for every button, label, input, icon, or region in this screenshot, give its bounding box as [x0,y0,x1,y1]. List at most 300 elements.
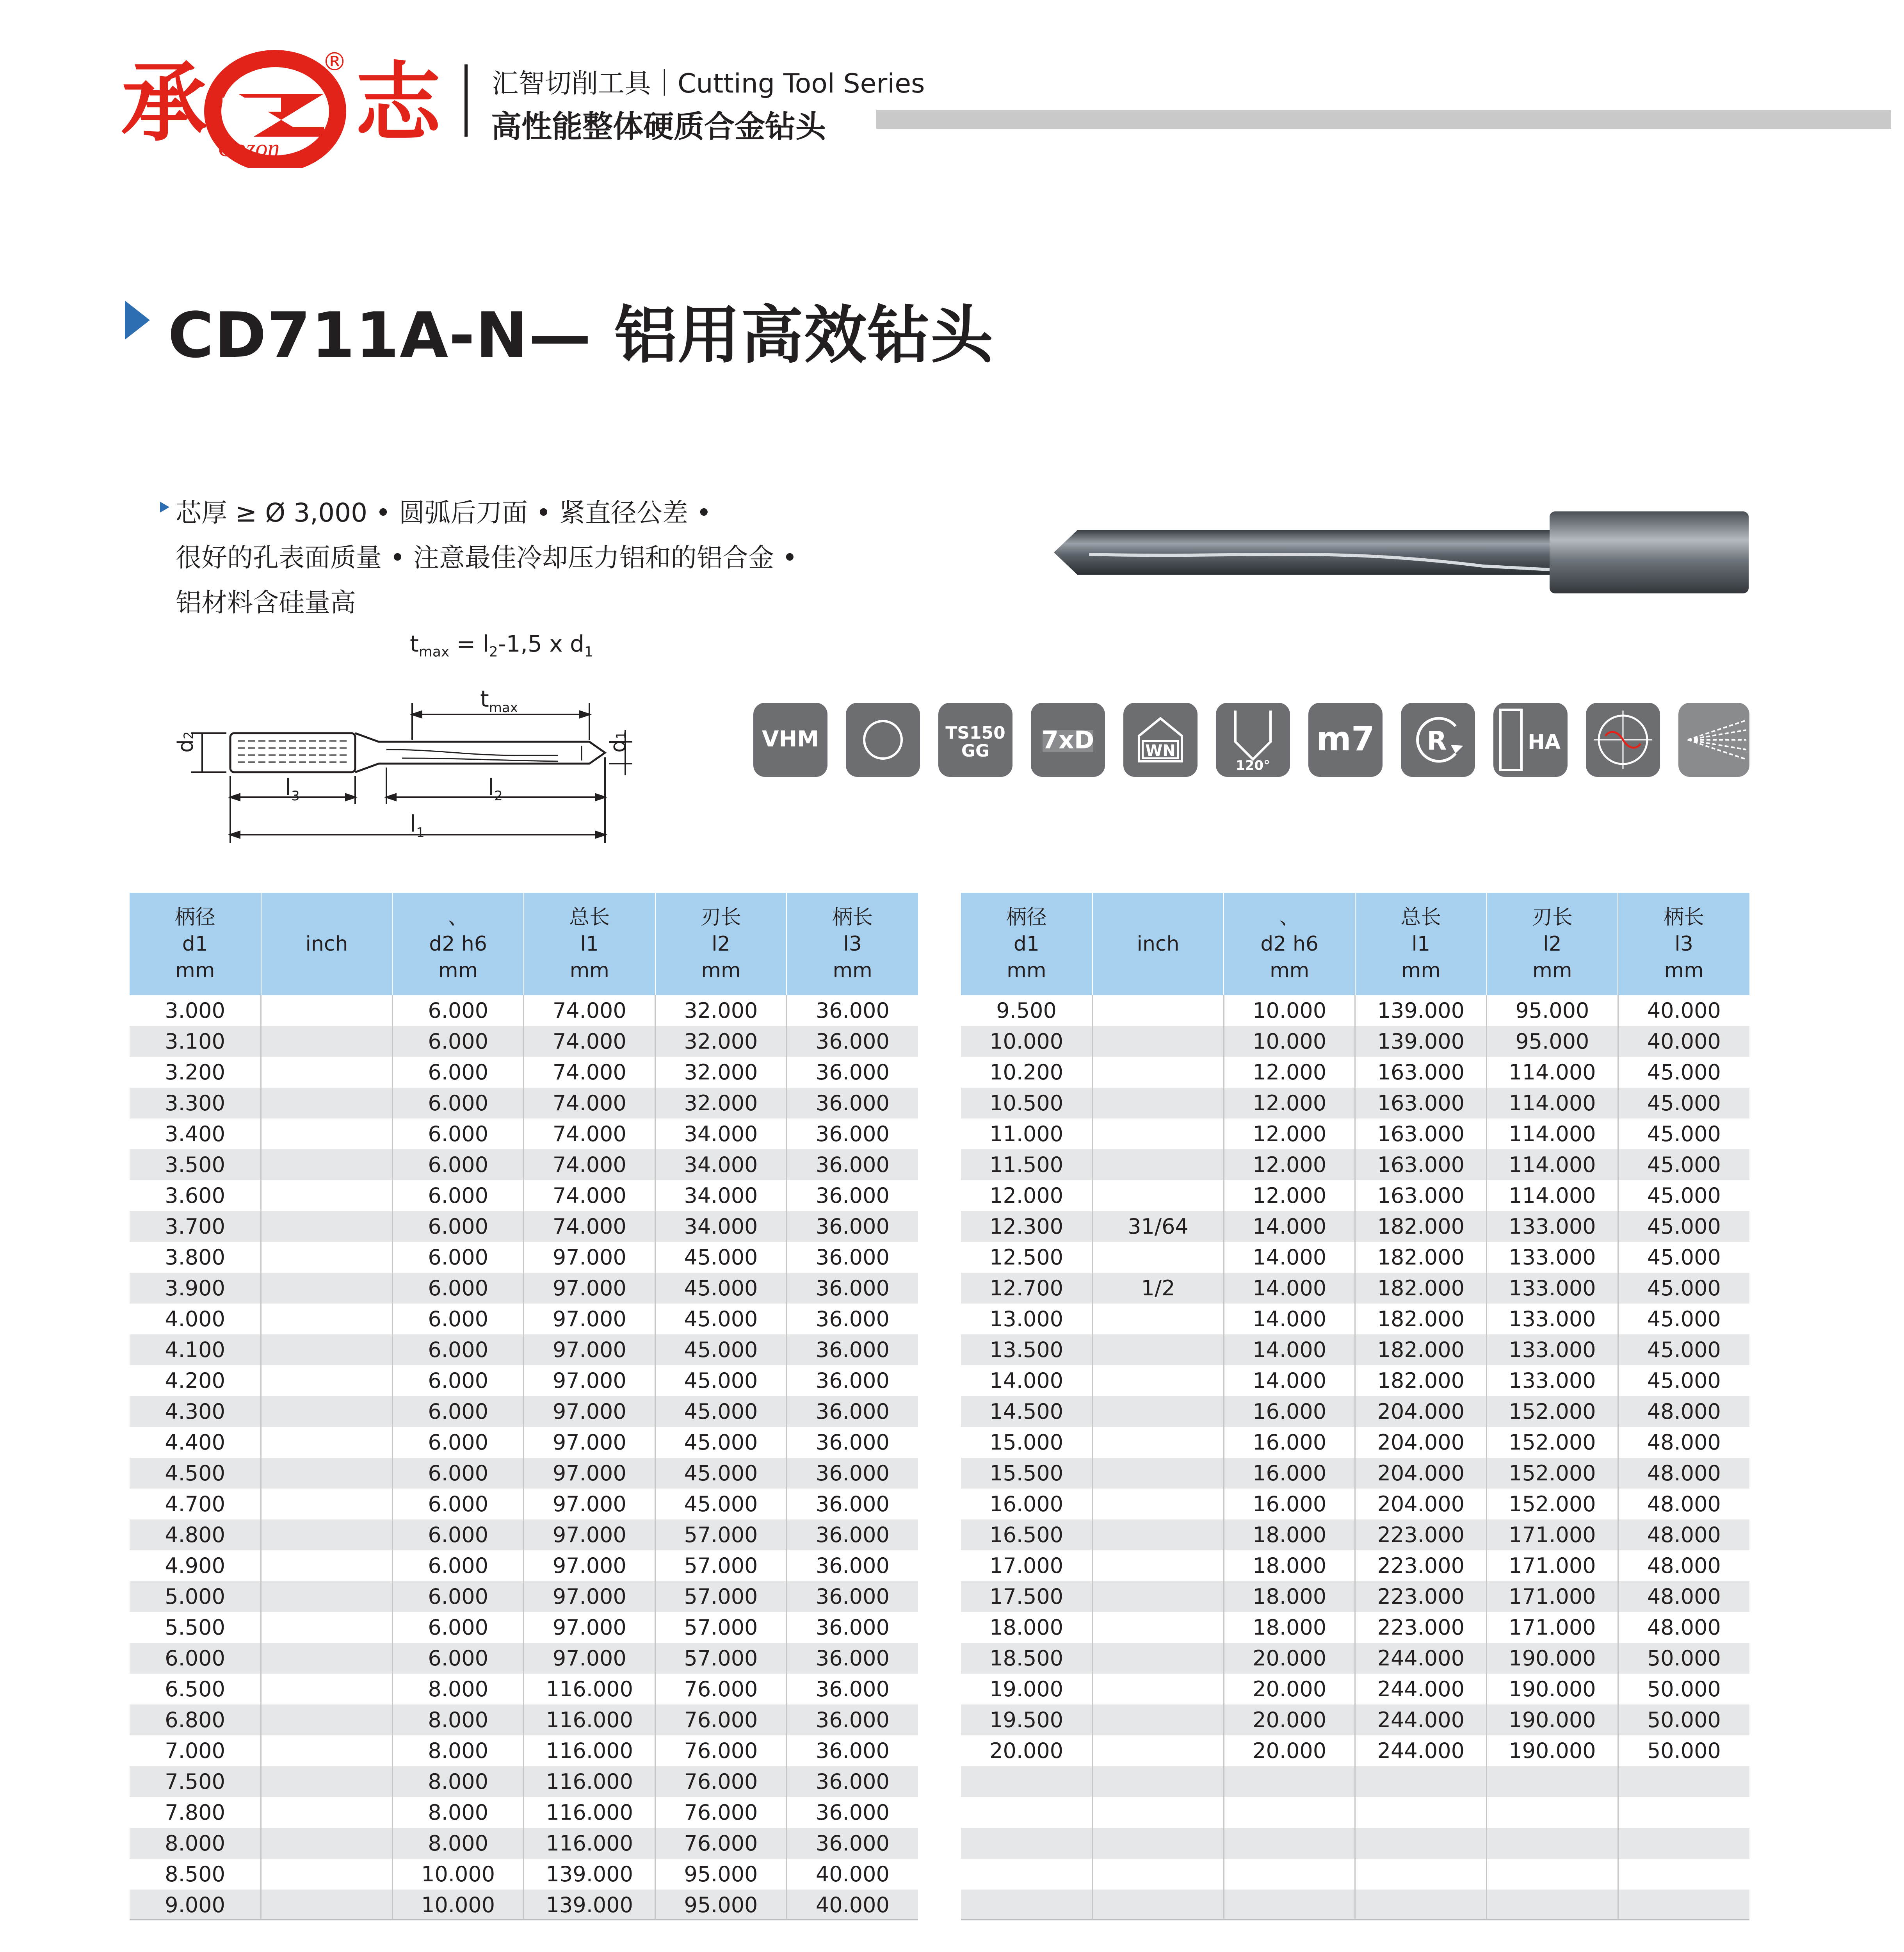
table-row [130,1180,918,1211]
table-cell: 116.000 [524,1797,655,1828]
table-row [961,1396,1749,1427]
table-cell: 3.300 [130,1088,261,1118]
table-cell: 6.000 [392,1427,524,1458]
table-row [130,1427,918,1458]
column-header [655,893,787,995]
table-cell: 34.000 [655,1149,787,1180]
table-cell: 97.000 [524,1365,655,1396]
table-cell: 6.000 [392,1118,524,1149]
column-header-line: 柄长 [1664,906,1705,929]
table-row [961,1458,1749,1489]
table-cell: 10.200 [961,1057,1093,1088]
table-cell: 36.000 [787,1828,918,1859]
table-row [961,1735,1749,1766]
table-cell: 36.000 [787,1365,918,1396]
table-cell: 36.000 [787,1489,918,1519]
table-body [130,995,918,1920]
table-cell: 114.000 [1487,1057,1618,1088]
table-cell: 10.500 [961,1088,1093,1118]
table-cell: 11.500 [961,1149,1093,1180]
table-cell: 14.000 [1224,1334,1355,1365]
svg-text:120°: 120° [1236,758,1270,773]
svg-text:d1: d1 [606,731,630,753]
column-header-line: 柄径 [174,906,215,929]
table-row [961,1797,1749,1828]
table-cell: 12.500 [961,1242,1093,1273]
table-cell: 204.000 [1355,1489,1487,1519]
column-header-line: d2 h6 [1260,932,1319,956]
table-cell: 95.000 [1487,1026,1618,1057]
table-row [130,995,918,1026]
table-cell: 8.000 [392,1766,524,1797]
column-header-line: l2 [712,932,730,956]
table-cell: 17.500 [961,1581,1093,1612]
table-cell [261,1612,393,1643]
table-cell: 182.000 [1355,1211,1487,1242]
round-shank-icon [846,703,920,777]
table-cell: 45.000 [1618,1365,1749,1396]
table-cell: 48.000 [1618,1458,1749,1489]
table-cell [1093,1550,1224,1581]
table-row [961,1149,1749,1180]
column-header-line: 总长 [569,906,610,929]
series-label: 汇智切削工具｜Cutting Tool Series [492,68,925,99]
table-cell: 97.000 [524,1427,655,1458]
table-cell: 40.000 [787,1859,918,1890]
table-cell: 57.000 [655,1581,787,1612]
table-cell [1224,1828,1355,1859]
table-cell: 18.000 [1224,1612,1355,1643]
table-cell: 45.000 [655,1489,787,1519]
table-cell: 223.000 [1355,1550,1487,1581]
table-cell: 114.000 [1487,1088,1618,1118]
table-cell [1093,1735,1224,1766]
table-cell [1093,1859,1224,1890]
table-cell [1093,1890,1224,1920]
table-cell: 50.000 [1618,1735,1749,1766]
table-cell: 10.000 [1224,995,1355,1026]
table-cell: 97.000 [524,1581,655,1612]
table-row [961,1519,1749,1550]
table-cell: 76.000 [655,1828,787,1859]
table-cell [1093,1519,1224,1550]
table-cell: 12.000 [1224,1057,1355,1088]
table-cell [1355,1890,1487,1920]
table-cell [261,1365,393,1396]
table-cell [1093,1458,1224,1489]
table-cell: 8.000 [392,1797,524,1828]
table-cell [261,1859,393,1890]
wn-icon [1123,703,1198,777]
table-row [961,1242,1749,1273]
table-cell: 13.500 [961,1334,1093,1365]
table-cell: 171.000 [1487,1519,1618,1550]
table-row [130,1489,918,1519]
category-label: 高性能整体硬质合金钻头 [491,109,826,144]
table-cell: 97.000 [524,1643,655,1674]
table-cell [261,1489,393,1519]
table-cell: 6.000 [392,1643,524,1674]
table-row [130,1458,918,1489]
table-cell: 45.000 [655,1242,787,1273]
table-cell: 97.000 [524,1304,655,1334]
table-cell: 5.500 [130,1612,261,1643]
table-row [961,1180,1749,1211]
table-cell: 45.000 [655,1334,787,1365]
table-cell: 95.000 [1487,995,1618,1026]
table-cell: 48.000 [1618,1581,1749,1612]
table-cell: 50.000 [1618,1704,1749,1735]
table-cell: 10.000 [1224,1026,1355,1057]
product-title: CD711A-N— 铝用高效钻头 [168,299,994,372]
table-cell [1093,1057,1224,1088]
table-cell: 12.300 [961,1211,1093,1242]
table-row [961,1704,1749,1735]
table-row [130,1550,918,1581]
table-cell: 114.000 [1487,1118,1618,1149]
table-cell: 182.000 [1355,1273,1487,1304]
table-cell: 190.000 [1487,1643,1618,1674]
table-cell: 6.000 [130,1643,261,1674]
table-row [130,1797,918,1828]
table-cell [1093,1365,1224,1396]
table-row [130,1396,918,1427]
table-cell: 97.000 [524,1550,655,1581]
brand-name-left: 承 [121,52,207,153]
table-row [130,1828,918,1859]
table-cell: 152.000 [1487,1396,1618,1427]
table-cell: 16.000 [961,1489,1093,1519]
table-cell: 163.000 [1355,1149,1487,1180]
table-cell: 45.000 [1618,1149,1749,1180]
table-cell: 36.000 [787,1735,918,1766]
column-header-line: mm [569,959,609,982]
table-cell: 6.000 [392,1581,524,1612]
table-row [961,1550,1749,1581]
table-cell: 36.000 [787,1026,918,1057]
table-cell: 36.000 [787,1581,918,1612]
table-cell: 16.000 [1224,1458,1355,1489]
table-cell: 74.000 [524,1211,655,1242]
table-cell: 48.000 [1618,1427,1749,1458]
table-cell: 8.000 [392,1735,524,1766]
feature-bullet-icon [160,502,169,513]
table-row [130,1612,918,1643]
table-cell: 244.000 [1355,1643,1487,1674]
table-cell: 6.000 [392,995,524,1026]
table-cell: 7.000 [130,1735,261,1766]
column-header-line: l2 [1543,932,1562,956]
table-cell [1093,1088,1224,1118]
table-cell: 48.000 [1618,1612,1749,1643]
table-cell: 36.000 [787,1674,918,1704]
column-header-line: 总长 [1400,906,1441,929]
table-cell: 6.000 [392,1057,524,1088]
table-cell: 36.000 [787,1057,918,1088]
table-cell: 40.000 [1618,1026,1749,1057]
table-cell: 32.000 [655,1088,787,1118]
table-cell: 4.800 [130,1519,261,1550]
table-cell: 19.500 [961,1704,1093,1735]
point-angle-icon [1216,703,1290,777]
table-cell: 97.000 [524,1242,655,1273]
table-cell: 36.000 [787,1396,918,1427]
table-cell: 116.000 [524,1828,655,1859]
table-cell: 32.000 [655,1057,787,1088]
table-row [961,1057,1749,1088]
table-cell: 76.000 [655,1797,787,1828]
table-cell [1618,1797,1749,1828]
table-cell [1618,1890,1749,1920]
flute-section-icon [1586,703,1660,777]
table-cell [1093,1334,1224,1365]
table-row [961,1612,1749,1643]
table-row [130,1581,918,1612]
column-header-line [262,904,392,931]
table-cell [1618,1766,1749,1797]
table-cell: 36.000 [787,1149,918,1180]
table-cell: 14.000 [1224,1242,1355,1273]
table-cell: 116.000 [524,1735,655,1766]
table-cell [961,1828,1093,1859]
column-header-line: mm [1664,959,1704,982]
table-cell: 40.000 [787,1890,918,1920]
table-cell: 36.000 [787,1242,918,1273]
logo-wordmark: Cozon [218,135,280,162]
table-row [961,1273,1749,1304]
table-cell: 10.000 [961,1026,1093,1057]
tmax-formula: $t_{max} = l_2-1,5$ x $d_1$ [410,630,593,660]
table-row [130,1334,918,1365]
table-cell [261,1180,393,1211]
table-cell [261,995,393,1026]
table-row [961,1211,1749,1242]
table-cell: 171.000 [1487,1550,1618,1581]
table-cell: 6.000 [392,1304,524,1334]
table-cell: 36.000 [787,1797,918,1828]
table-cell: 182.000 [1355,1334,1487,1365]
table-cell: 6.800 [130,1704,261,1735]
table-body [961,995,1749,1920]
column-header-line: 、 [448,906,468,929]
column-header-line: d1 [1013,932,1039,956]
table-cell: 36.000 [787,1427,918,1458]
table-row [961,1088,1749,1118]
table-header-row [961,893,1749,995]
column-header [961,893,1093,995]
table-row [130,1242,918,1273]
table-cell: 6.000 [392,1149,524,1180]
svg-text:WN: WN [1145,742,1176,760]
table-cell: 116.000 [524,1766,655,1797]
table-cell [1224,1890,1355,1920]
table-row [961,1427,1749,1458]
table-cell: 12.000 [961,1180,1093,1211]
table-cell: 74.000 [524,1057,655,1088]
table-cell: 20.000 [1224,1643,1355,1674]
table-cell [1618,1859,1749,1890]
table-cell [261,1427,393,1458]
table-cell: 48.000 [1618,1396,1749,1427]
table-cell: 12.700 [961,1273,1093,1304]
brand-name-right: 志 [355,52,441,153]
table-cell: 163.000 [1355,1180,1487,1211]
table-cell: 36.000 [787,1211,918,1242]
table-row [130,1704,918,1735]
table-cell: 36.000 [787,1334,918,1365]
column-header-line: mm [833,959,872,982]
table-cell [261,1519,393,1550]
table-row [130,1273,918,1304]
table-cell: 6.000 [392,1334,524,1365]
table-cell: 152.000 [1487,1489,1618,1519]
table-cell: 4.700 [130,1489,261,1519]
table-cell [1487,1797,1618,1828]
table-cell: 18.000 [1224,1519,1355,1550]
column-header-line: mm [1269,959,1310,982]
table-cell: 12.000 [1224,1180,1355,1211]
table-cell [1093,1427,1224,1458]
table-cell: 6.000 [392,1088,524,1118]
table-cell: 45.000 [1618,1057,1749,1088]
table-cell [261,1026,393,1057]
table-cell: 76.000 [655,1766,787,1797]
table-cell: 116.000 [524,1674,655,1704]
table-cell: 48.000 [1618,1489,1749,1519]
table-cell: 3.900 [130,1273,261,1304]
column-header-line: mm [438,959,478,982]
svg-text:l3: $l_3$ [285,774,300,804]
table-cell [1487,1828,1618,1859]
column-header [524,893,655,995]
feature-line-3: 铝材料含硅量高 [176,588,356,618]
table-cell: 18.000 [1224,1581,1355,1612]
table-cell [1618,1828,1749,1859]
svg-text:d2: d2 [173,731,198,753]
table-cell [961,1797,1093,1828]
column-header [1487,893,1618,995]
table-cell: 15.000 [961,1427,1093,1458]
svg-text:TS150: TS150 [945,723,1005,743]
table-cell: 74.000 [524,995,655,1026]
table-cell: 97.000 [524,1334,655,1365]
column-header [130,893,261,995]
table-cell: 114.000 [1487,1149,1618,1180]
table-cell [1355,1828,1487,1859]
table-cell [261,1704,393,1735]
table-cell: 18.000 [961,1612,1093,1643]
table-cell: 182.000 [1355,1242,1487,1273]
table-cell: 133.000 [1487,1242,1618,1273]
table-header-row [130,893,918,995]
table-cell: 12.000 [1224,1118,1355,1149]
table-cell [261,1242,393,1273]
table-cell [261,1211,393,1242]
table-cell [1093,995,1224,1026]
m7-icon [1308,703,1383,777]
spec-table-right [961,893,1749,1920]
table-cell: 45.000 [655,1427,787,1458]
table-cell: 16.500 [961,1519,1093,1550]
table-cell: 45.000 [1618,1242,1749,1273]
column-header-line: 、 [1279,906,1300,929]
table-cell: 4.500 [130,1458,261,1489]
table-cell: 16.000 [1224,1427,1355,1458]
table-cell: 152.000 [1487,1427,1618,1458]
table-cell: 204.000 [1355,1458,1487,1489]
ts150-gg-icon [938,703,1013,777]
table-cell: 14.000 [1224,1273,1355,1304]
svg-text:GG: GG [961,741,990,761]
table-cell: 45.000 [655,1365,787,1396]
registered-mark: ® [322,48,347,77]
table-cell: 57.000 [655,1519,787,1550]
table-row [130,1766,918,1797]
table-cell [1487,1859,1618,1890]
coolant-icon [1678,703,1749,777]
table-cell [1487,1766,1618,1797]
table-cell: 139.000 [524,1859,655,1890]
table-cell: 74.000 [524,1149,655,1180]
table-cell: 5.000 [130,1581,261,1612]
table-cell: 6.000 [392,1242,524,1273]
table-cell: 6.000 [392,1550,524,1581]
table-cell: 16.000 [1224,1396,1355,1427]
table-cell: 45.000 [1618,1211,1749,1242]
table-row [961,1643,1749,1674]
table-cell: 12.000 [1224,1088,1355,1118]
svg-text:m7: m7 [1316,720,1375,759]
table-cell: 223.000 [1355,1581,1487,1612]
table-cell: 182.000 [1355,1304,1487,1334]
column-header-line: inch [305,932,348,956]
table-cell: 20.000 [1224,1704,1355,1735]
table-cell: 6.000 [392,1365,524,1396]
table-cell: 32.000 [655,995,787,1026]
table-cell: 4.200 [130,1365,261,1396]
table-cell: 190.000 [1487,1674,1618,1704]
table-row [961,1828,1749,1859]
table-cell: 139.000 [1355,1026,1487,1057]
title-marker-icon [125,301,150,340]
table-cell: 57.000 [655,1643,787,1674]
table-cell: 9.500 [961,995,1093,1026]
column-header-line: 柄长 [832,906,873,929]
table-cell: 9.000 [130,1890,261,1920]
table-cell: 1/2 [1093,1273,1224,1304]
table-cell [1093,1396,1224,1427]
table-cell: 8.000 [392,1674,524,1704]
table-cell [1093,1242,1224,1273]
table-cell: 4.000 [130,1304,261,1334]
table-cell [1093,1304,1224,1334]
table-cell [1093,1118,1224,1149]
table-cell: 14.000 [1224,1211,1355,1242]
table-cell [1093,1489,1224,1519]
table-cell: 74.000 [524,1180,655,1211]
header-rule [876,110,1891,129]
table-cell: 18.000 [1224,1550,1355,1581]
table-cell: 74.000 [524,1088,655,1118]
table-row [130,1211,918,1242]
table-cell: 45.000 [1618,1304,1749,1334]
table-cell: 34.000 [655,1211,787,1242]
table-cell: 36.000 [787,1766,918,1797]
table-cell: 8.000 [392,1704,524,1735]
column-header-line: 刃长 [700,906,741,929]
table-cell: 32.000 [655,1026,787,1057]
table-cell: 6.000 [392,1519,524,1550]
